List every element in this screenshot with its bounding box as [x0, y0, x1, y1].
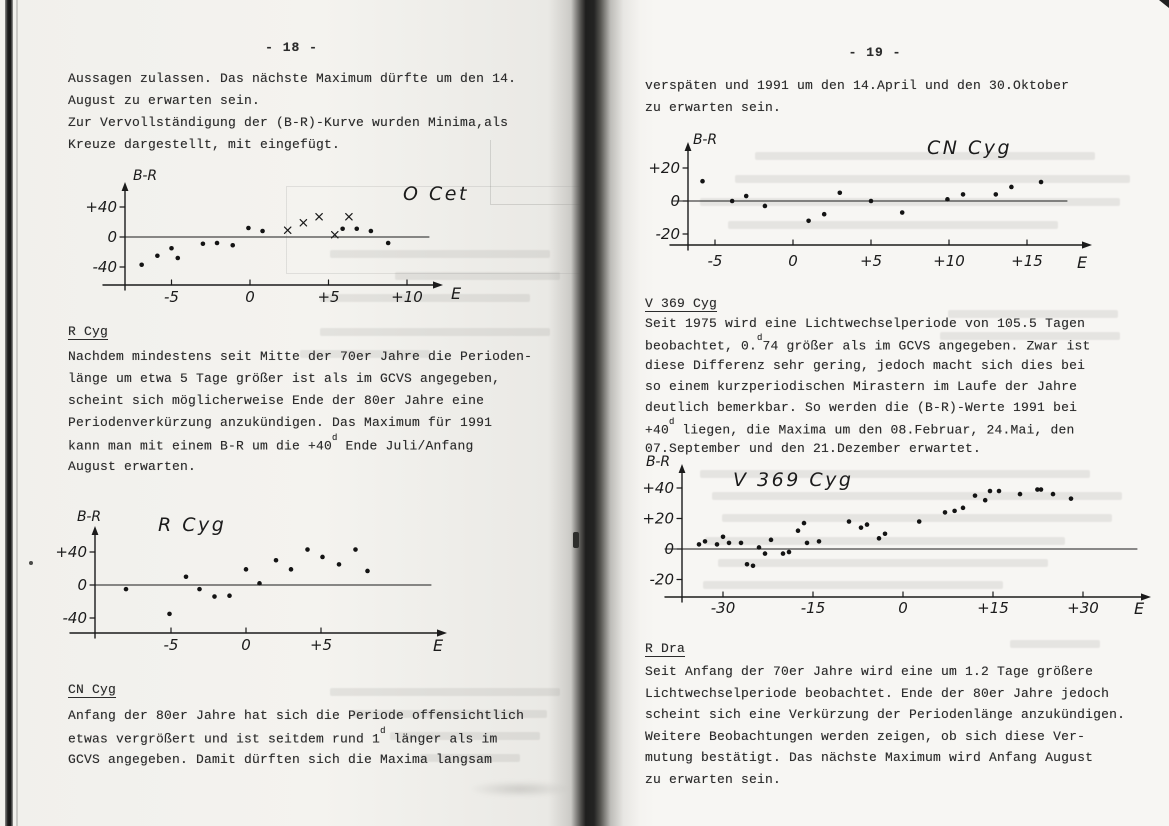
- bleed-through-line: [330, 688, 560, 696]
- svg-text:0: 0: [241, 636, 251, 654]
- text-line: etwas vergrößert und ist seitdem rund 1$^d$ länger als im: [68, 726, 498, 747]
- text-line: scheint sich möglicherweise Ende der 80er Jahre eine: [68, 393, 485, 408]
- bottom-smudge: [468, 781, 572, 797]
- section-heading-r-dra: R Dra: [645, 641, 686, 656]
- svg-text:B-R: B-R: [77, 509, 102, 525]
- text-line: mutung bestätigt. Das nächste Maximum wird Anfang August: [645, 750, 1094, 765]
- section-heading-r-cyg: R Cyg: [68, 324, 109, 339]
- text-line: GCVS angegeben. Damit dürften sich die Maxima langsam: [68, 752, 493, 767]
- svg-text:0: 0: [77, 576, 87, 594]
- o-cet-chart: [85, 166, 505, 316]
- svg-text:-40: -40: [62, 609, 87, 627]
- svg-text:B-R: B-R: [646, 454, 671, 470]
- margin-speck: [29, 561, 33, 565]
- text-line: Anfang der 80er Jahre hat sich die Periode offensichtlich: [68, 708, 525, 723]
- svg-text:+15: +15: [977, 599, 1009, 617]
- svg-text:0: 0: [664, 540, 674, 558]
- svg-text:+5: +5: [859, 252, 883, 270]
- text-line: $+40^d$ liegen, die Maxima um den 08.Februar, 24.Mai, den: [645, 417, 1075, 438]
- svg-text:E: E: [451, 284, 462, 303]
- text-line: Zur Vervollständigung der (B-R)-Kurve wurden Minima,als: [68, 115, 509, 130]
- svg-text:B-R: B-R: [693, 132, 718, 148]
- v369-cyg-chart: [638, 452, 1160, 624]
- text-line: beobachtet, 0.$^d$74 größer als im GCVS angegeben. Zwar ist: [645, 333, 1091, 354]
- svg-text:V 369 Cyg: V 369 Cyg: [733, 469, 854, 491]
- text-line: Periodenverkürzung anzukündigen. Das Maximum für 1991: [68, 415, 493, 430]
- bleed-through-line: [1010, 640, 1100, 648]
- svg-text:-5: -5: [164, 288, 179, 306]
- svg-text:-15: -15: [800, 599, 826, 617]
- scan-edge-line: [5, 0, 13, 826]
- svg-text:+5: +5: [309, 636, 333, 654]
- svg-text:-20: -20: [655, 225, 680, 243]
- svg-text:+5: +5: [317, 288, 340, 306]
- svg-text:0: 0: [898, 599, 908, 617]
- text-line: zu erwarten sein.: [645, 772, 782, 787]
- text-line: verspäten und 1991 um den 14.April und den 30.Oktober: [645, 78, 1070, 93]
- svg-text:0: 0: [788, 252, 798, 270]
- svg-text:-30: -30: [710, 599, 736, 617]
- text-line: Nachdem mindestens seit Mitte der 70er Jahre die Perioden-: [68, 349, 533, 364]
- svg-text:R Cyg: R Cyg: [158, 514, 227, 536]
- text-line: scheint sich eine Verkürzung der Periodenlänge anzukündigen.: [645, 707, 1126, 722]
- scan-edge-line-thin: [16, 0, 18, 826]
- r-cyg-chart: [55, 493, 475, 665]
- text-line: diese Differenz sehr gering, jedoch macht sich dies bei: [645, 358, 1086, 373]
- section-heading-v369-cyg: V 369 Cyg: [645, 296, 718, 311]
- svg-text:CN Cyg: CN Cyg: [927, 137, 1013, 159]
- svg-text:O Cet: O Cet: [403, 183, 469, 205]
- text-line: Seit Anfang der 70er Jahre wird eine um 1.2 Tage größere: [645, 664, 1094, 679]
- text-line: August erwarten.: [68, 459, 197, 474]
- page-number: - 18 -: [265, 40, 318, 55]
- svg-text:0: 0: [245, 288, 255, 306]
- svg-text:0: 0: [107, 228, 117, 246]
- text-line: Weitere Beobachtungen werden zeigen, ob sich diese Ver-: [645, 729, 1086, 744]
- svg-text:+40: +40: [85, 198, 117, 216]
- svg-text:+40: +40: [55, 543, 87, 561]
- svg-text:E: E: [433, 636, 444, 655]
- text-line: so einem kurzperiodischen Mirastern im Laufe der Jahre: [645, 379, 1078, 394]
- text-line: kann man mit einem B-R um die $+40^d$ Ende Juli/Anfang: [68, 433, 474, 454]
- svg-text:B-R: B-R: [133, 168, 158, 184]
- svg-text:+30: +30: [1067, 599, 1099, 617]
- section-heading-cn-cyg: CN Cyg: [68, 682, 117, 697]
- svg-text:E: E: [1134, 599, 1145, 618]
- gutter-nick-mark: [573, 532, 579, 548]
- svg-text:-40: -40: [92, 258, 117, 276]
- svg-text:+10: +10: [391, 288, 423, 306]
- page-number: - 19 -: [848, 45, 902, 60]
- text-line: deutlich bemerkbar. So werden die (B-R)-Werte 1991 bei: [645, 400, 1078, 415]
- svg-text:+40: +40: [642, 479, 674, 497]
- text-line: 07.September und den 21.Dezember erwartet.: [645, 441, 982, 456]
- svg-text:-5: -5: [163, 636, 179, 654]
- svg-text:+20: +20: [648, 159, 680, 177]
- text-line: August zu erwarten sein.: [68, 93, 261, 108]
- text-line: Kreuze dargestellt, mit eingefügt.: [68, 137, 341, 152]
- text-line: zu erwarten sein.: [645, 100, 782, 115]
- text-line: Lichtwechselperiode beobachtet. Ende der 80er Jahre jedoch: [645, 686, 1110, 701]
- svg-text:+20: +20: [642, 509, 674, 528]
- text-line: Seit 1975 wird eine Lichtwechselperiode von 105.5 Tagen: [645, 316, 1086, 331]
- svg-text:-20: -20: [649, 570, 674, 589]
- svg-text:+15: +15: [1011, 252, 1043, 270]
- cn-cyg-chart: [645, 128, 1110, 278]
- svg-text:0: 0: [670, 192, 680, 210]
- svg-text:E: E: [1077, 253, 1088, 272]
- svg-text:+10: +10: [933, 252, 965, 270]
- text-line: länge um etwa 5 Tage größer ist als im GCVS angegeben,: [68, 371, 501, 386]
- bleed-through-line: [320, 328, 550, 336]
- svg-text:-5: -5: [707, 252, 723, 270]
- text-line: Aussagen zulassen. Das nächste Maximum dürfte um den 14.: [68, 71, 517, 86]
